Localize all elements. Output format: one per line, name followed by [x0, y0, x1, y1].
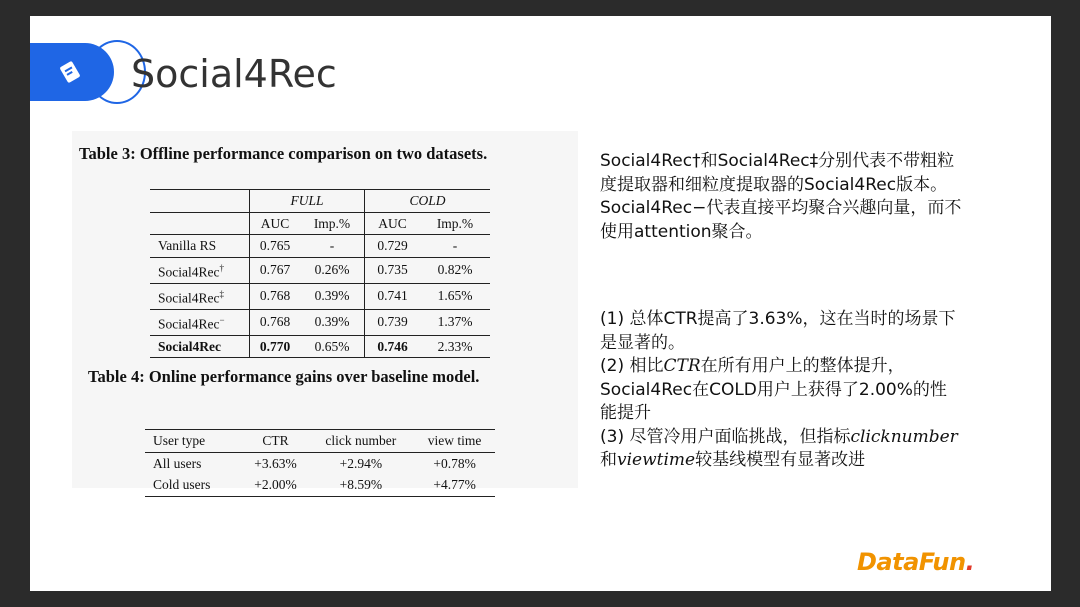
table3-cell: 0.741: [377, 288, 408, 304]
table3-caption: Table 3: Offline performance comparison on two datasets.: [79, 144, 488, 163]
notes-line: 和viewtime较基线模型有显著改进: [600, 450, 866, 470]
table3: [150, 189, 490, 358]
table4-col-header: CTR: [262, 433, 289, 448]
table-row: [145, 452, 495, 474]
table3-cell: 0.767: [259, 262, 291, 278]
table4-col-header: view time: [427, 433, 482, 448]
notes-top: [600, 150, 1000, 244]
notes-line: (1) 总体CTR提高了3.63%，这在当时的场景下: [600, 309, 956, 329]
table3-cell: 0.65%: [300, 335, 365, 358]
table3-cell: 0.39%: [300, 283, 365, 309]
table4-cell: +4.77%: [433, 477, 476, 492]
table3-cell: 0.39%: [300, 309, 365, 335]
page-title: Social4Rec: [131, 52, 337, 96]
notes-findings: [600, 308, 1000, 473]
table3-row-name: Social4Rec‡: [150, 283, 250, 309]
table3-cell: -: [300, 235, 365, 258]
table3-col-header: AUC: [378, 215, 407, 231]
notes-line: Social4Rec−代表直接平均聚合兴趣向量，而不: [600, 198, 962, 218]
table3-cell: -: [452, 238, 458, 253]
table3-group-cold: COLD: [409, 193, 446, 208]
table4-cell: All users: [153, 455, 202, 471]
table4-cell: +2.00%: [254, 477, 297, 492]
table4-cell: +8.59%: [339, 477, 383, 492]
table3-cell: 0.82%: [437, 262, 473, 278]
table3-col-header: AUC: [260, 215, 290, 231]
table3-cell: 0.735: [377, 262, 408, 278]
datafun-logo: DataFun.: [857, 548, 975, 576]
table3-cell: 0.26%: [300, 257, 365, 283]
paper-excerpt: [72, 131, 578, 492]
document-icon: [57, 59, 83, 85]
table3-corner: [150, 190, 250, 213]
table3-cell: 0.770: [259, 338, 291, 354]
notes-line: Social4Rec†和Social4Rec‡分别代表不带粗粒: [600, 151, 955, 171]
table-row: [150, 235, 490, 258]
table3-cell: 0.768: [259, 288, 291, 304]
table3-row-name: Social4Rec: [150, 335, 250, 358]
table3-row-name: Social4Rec−: [150, 309, 250, 335]
notes-line: 是显著的。: [600, 332, 685, 353]
table4-col-header: click number: [325, 433, 397, 448]
table-row: [150, 335, 490, 358]
table-row: [150, 257, 490, 283]
table-row: [150, 309, 490, 335]
table3-cell: 0.729: [377, 238, 408, 253]
notes-line: (3) 尽管冷用户面临挑战，但指标clicknumber: [600, 426, 958, 447]
table4: [145, 429, 495, 497]
table3-col-header: Imp.%: [436, 215, 474, 231]
table-row: [145, 474, 495, 496]
table3-cell: 0.768: [259, 314, 291, 330]
table3-corner: [150, 212, 250, 235]
table3-cell: 0.765: [259, 238, 291, 253]
table3-cell: 0.739: [377, 314, 408, 330]
table4-cell: +3.63%: [254, 455, 297, 471]
notes-line: 度提取器和细粒度提取器的Social4Rec版本。: [600, 174, 948, 195]
table4-cell: +0.78%: [433, 455, 476, 471]
notes-line: 使用attention聚合。: [600, 221, 763, 242]
notes-line: (2) 相比CTR在所有用户上的整体提升，: [600, 356, 905, 376]
table4-col-header: User type: [153, 433, 206, 448]
table4-caption: Table 4: Online performance gains over baseline model.: [88, 367, 480, 386]
table4-cell: +2.94%: [339, 455, 383, 471]
table3-group-full: FULL: [250, 190, 365, 213]
notes-line: 能提升: [600, 403, 651, 423]
notes-line: Social4Rec在COLD用户上获得了2.00%的性: [600, 379, 947, 400]
table3-col-header: Imp.%: [300, 212, 365, 235]
table3-cell: 2.33%: [437, 338, 473, 354]
table4-cell: Cold users: [153, 477, 211, 492]
table-row: [150, 283, 490, 309]
table3-row-name: Vanilla RS: [150, 235, 250, 258]
table3-cell: 1.65%: [437, 288, 473, 304]
table3-row-name: Social4Rec†: [150, 257, 250, 283]
table3-cell: 0.746: [377, 338, 408, 354]
slide: [30, 16, 1051, 591]
table3-cell: 1.37%: [437, 314, 473, 330]
